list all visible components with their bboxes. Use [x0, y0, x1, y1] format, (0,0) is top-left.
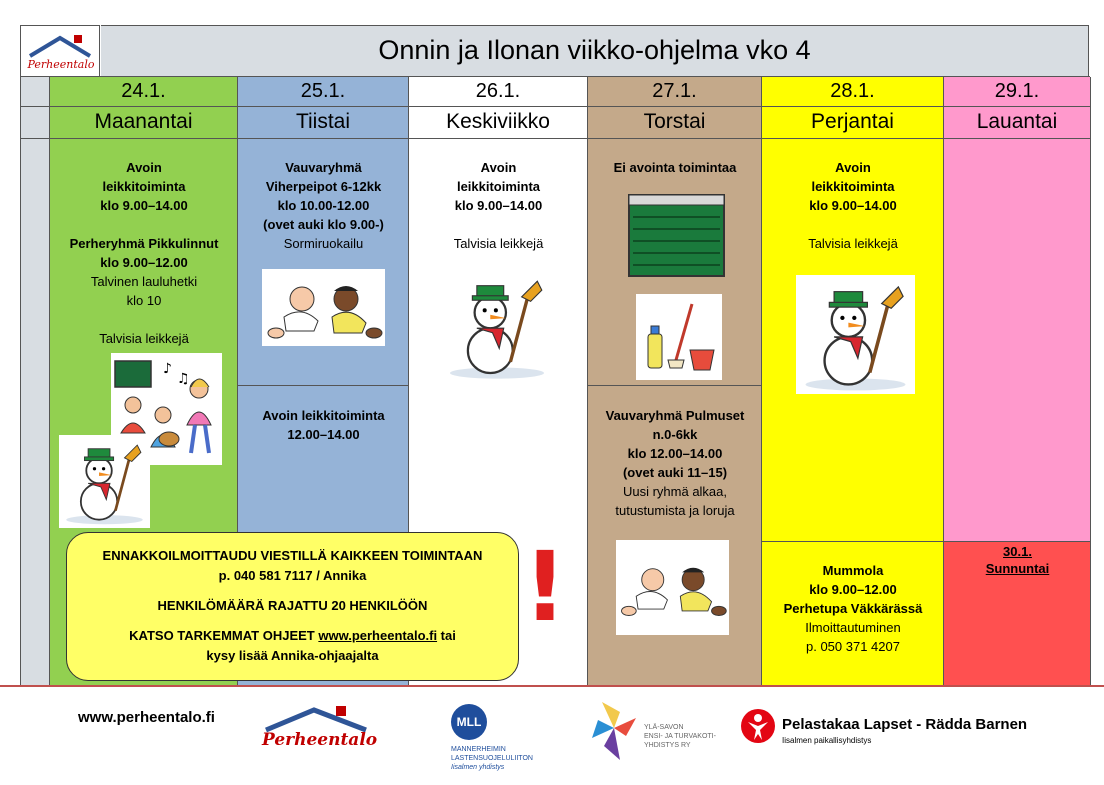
date-thursday: 27.1. — [588, 77, 762, 107]
page-title: Onnin ja Ilonan viikko-ohjelma vko 4 — [101, 25, 1089, 77]
saturday-body — [944, 139, 1091, 542]
friday-line-4: Talvisia leikkejä — [808, 236, 898, 251]
friday-content — [762, 158, 944, 253]
friday-line-3: klo 9.00–14.00 — [809, 198, 897, 213]
notice-line-4 — [66, 626, 519, 646]
tuesday-content — [238, 158, 409, 253]
friday-line-2: leikkitoiminta — [811, 179, 895, 194]
footer-perheentalo-text: Perheentalo — [262, 730, 378, 750]
notice-line-3: HENKILÖMÄÄRÄ RAJATTU 20 HENKILÖÖN — [157, 598, 428, 613]
friday-mummola — [762, 561, 944, 656]
thursday-line-4: klo 12.00–14.00 — [627, 446, 723, 461]
monday-line-4: Perheryhmä Pikkulinnut — [69, 236, 219, 251]
tuesday-line-3: klo 10.00-12.00 — [277, 198, 370, 213]
exclamation-mark: ! — [523, 531, 567, 643]
babies-picture-tuesday — [262, 269, 385, 346]
garage-door-picture — [627, 193, 726, 278]
friday-line-8: Ilmoittautuminen — [805, 620, 901, 635]
date-monday: 24.1. — [50, 77, 238, 107]
tuesday-line-5: Sormiruokailu — [283, 236, 364, 251]
tuesday-line-1: Vauvaryhmä — [285, 160, 362, 175]
header-logo — [20, 25, 100, 77]
ylasavo-line-3: YHDISTYS RY — [644, 742, 691, 749]
snowman-picture-friday — [796, 275, 915, 394]
notice-line-2: p. 040 581 7117 / Annika — [218, 568, 367, 583]
thursday-line-7: tutustumista ja loruja — [615, 503, 735, 518]
wednesday-content — [409, 158, 588, 253]
margin-col-body — [21, 139, 50, 686]
tuesday-line-2: Viherpeipot 6-12kk — [265, 179, 382, 194]
friday-line-9: p. 050 371 4207 — [806, 639, 900, 654]
notice-line-5: kysy lisää Annika-ohjaajalta — [206, 648, 379, 663]
mll-line-2: LASTENSUOJELULIITON — [451, 755, 533, 762]
sunday-name: Sunnuntai — [985, 561, 1050, 576]
pelastakaa-subtitle: Iisalmen paikallisyhdistys — [782, 736, 872, 745]
monday-line-8: Talvisia leikkejä — [99, 331, 189, 346]
footer-pelastakaa-logo — [740, 708, 1060, 748]
friday-line-6: klo 9.00–12.00 — [809, 582, 897, 597]
thursday-line-1: Ei avointa toimintaa — [613, 160, 737, 175]
footer-perheentalo-logo — [262, 704, 378, 760]
day-thursday: Torstai — [588, 107, 762, 139]
day-monday: Maanantai — [50, 107, 238, 139]
monday-line-3: klo 9.00–14.00 — [100, 198, 188, 213]
day-wednesday: Keskiviikko — [409, 107, 588, 139]
babies-picture-thursday — [616, 540, 729, 635]
wednesday-line-4: Talvisia leikkejä — [453, 236, 544, 251]
footer-mll-logo — [449, 704, 549, 780]
tuesday-line-4: (ovet auki klo 9.00-) — [263, 217, 384, 232]
tuesday-line-6: Avoin leikkitoiminta — [262, 408, 385, 423]
snowman-picture-wednesday — [441, 268, 553, 384]
wednesday-line-3: klo 9.00–14.00 — [454, 198, 543, 213]
pelastakaa-title: Pelastakaa Lapset - Rädda Barnen — [782, 716, 1028, 733]
mll-line-1: MANNERHEIMIN — [451, 746, 506, 753]
notice-website-link[interactable]: www.perheentalo.fi — [318, 628, 438, 643]
margin-col-day — [21, 107, 50, 139]
notice-line-1: ENNAKKOILMOITTAUDU VIESTILLÄ KAIKKEEN TOIMINTAAN — [102, 548, 483, 563]
footer-url[interactable]: www.perheentalo.fi — [78, 709, 215, 726]
date-tuesday: 25.1. — [238, 77, 409, 107]
monday-line-2: leikkitoiminta — [102, 179, 186, 194]
sunday-content — [944, 543, 1091, 577]
wednesday-line-2: leikkitoiminta — [456, 179, 541, 194]
notice-line-4-end: tai — [437, 628, 456, 643]
monday-line-6: Talvinen lauluhetki — [90, 274, 198, 289]
cleaning-picture — [636, 294, 722, 380]
notice-content — [66, 546, 519, 666]
mll-badge: MLL — [451, 704, 487, 740]
pinwheel-icon — [592, 702, 636, 762]
thursday-line-6: Uusi ryhmä alkaa, — [622, 484, 728, 499]
thursday-line-2: Vauvaryhmä Pulmuset — [605, 408, 745, 423]
margin-col-date — [21, 77, 50, 107]
date-wednesday: 26.1. — [409, 77, 588, 107]
tuesday-line-7: 12.00–14.00 — [287, 427, 360, 442]
mll-line-3: Iisalmen yhdistys — [451, 764, 505, 771]
thursday-line-3: n.0-6kk — [652, 427, 698, 442]
notice-line-4-start: KATSO TARKEMMAT OHJEET — [129, 628, 319, 643]
day-saturday: Lauantai — [944, 107, 1091, 139]
svg-text:♪: ♪ — [163, 361, 172, 377]
monday-line-1: Avoin — [126, 160, 162, 175]
monday-content — [50, 158, 238, 348]
monday-line-7: klo 10 — [126, 293, 162, 308]
snowman-picture-monday — [59, 435, 150, 528]
friday-line-7: Perhetupa Väkkärässä — [783, 601, 923, 616]
sunday-date: 30.1. — [1003, 544, 1032, 559]
thursday-afternoon — [588, 406, 762, 520]
date-friday: 28.1. — [762, 77, 944, 107]
footer-divider — [0, 685, 1104, 687]
friday-line-5: Mummola — [822, 563, 884, 578]
footer-ylasavo-logo — [592, 702, 732, 764]
wednesday-line-1: Avoin — [480, 160, 517, 175]
date-saturday: 29.1. — [944, 77, 1091, 107]
ylasavo-line-1: YLÄ-SAVON — [644, 724, 684, 731]
friday-line-1: Avoin — [835, 160, 871, 175]
day-tuesday: Tiistai — [238, 107, 409, 139]
header-logo-text: Perheentalo — [27, 58, 95, 71]
svg-text:♫: ♫ — [177, 371, 190, 387]
child-figure-icon — [740, 708, 776, 744]
monday-line-5: klo 9.00–12.00 — [100, 255, 188, 270]
thursday-line-5: (ovet auki 11–15) — [622, 465, 728, 480]
day-friday: Perjantai — [762, 107, 944, 139]
house-roof-icon — [22, 28, 100, 62]
tuesday-afternoon — [238, 406, 409, 444]
ylasavo-line-2: ENSI- JA TURVAKOTI- — [644, 733, 716, 740]
